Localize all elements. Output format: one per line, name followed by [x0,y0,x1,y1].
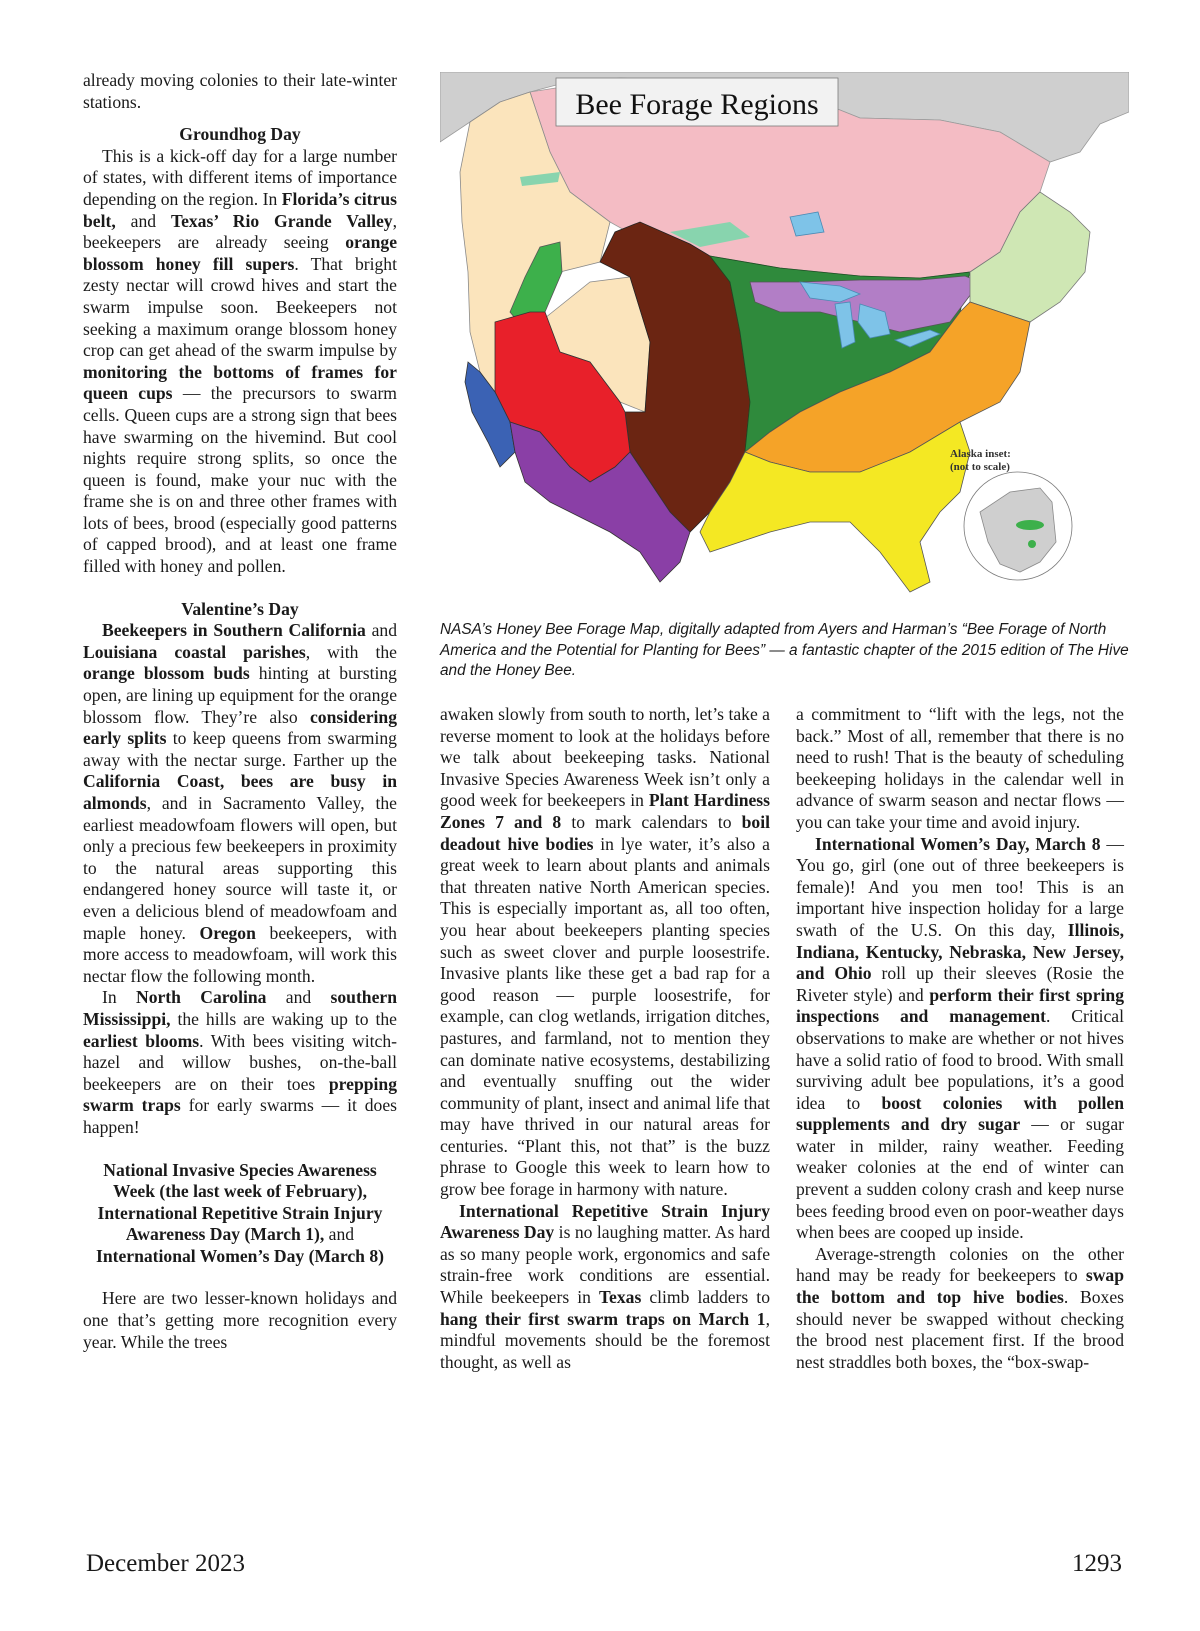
paragraph-groundhog [83,146,397,578]
spacer [83,578,397,599]
text-run: . Critical observations to make are whether or not hives have a solid ratio of food to brood. With small surviving adult bee populations, it’s a good idea to [796,1006,1125,1113]
spacer [83,1139,397,1160]
alaska-forage-region [1028,540,1036,548]
bold-run: Texas’ Rio Grande Valley [170,210,393,231]
text-run: in lye water, it’s also a great week to learn about plants and animals that threaten native North American species. This is especially important as, all too often, you hear about beekeepers planting species such as sweet clover and purple loosestrife. Invasive plants like these get a bad rap for a good reason — purple loosestrife, for example, can clog wetlands, irrigation ditches, pastures, and farmland, not to mention they can dominate native ecosystems, destabilizing and eventually snuffing out the wider community of plant, insect and animal life that may have thrived in our natural areas for centuries. “Plant this, not that” is the buzz phrase to Google this week to learn how to grow bee forage in harmony with nature. [440,833,770,1200]
text-run: , and in Sacramento Valley, the earliest meadowfoam flowers will open, but only a precious few beekeepers in proximity to the natural areas supporting this endangered honey source will taste it, or even a delicious blend of meadowfoam and maple honey. [83,793,397,943]
bold-run: Oregon [199,922,256,943]
text-run: climb ladders to [641,1287,770,1308]
text-run: awaken slowly from south to north, let’s take a reverse moment to look at the holidays before we talk about beekeeping tasks. National Invasive Species Awareness Week isn’t only a good week for beekeepers in [440,704,770,811]
text-run: and [115,210,171,231]
paragraph-commitment: a commitment to “lift with the legs, not the back.” Most of all, remember that there is no need to rush! That is the beauty of scheduling beekeeping holidays in the calendar well in advance of swarm season and nectar flows — you can take your time and avoid injury. [796,704,1124,832]
bold-run: prepping swarm traps [83,1073,397,1116]
text-run: , beekeepers are already seeing [83,210,397,253]
bold-run: North Carolina [136,987,267,1008]
text-run: to mark calendars to [561,811,742,832]
text-run: beekeepers, with more access to meadowfoam, will work this nectar flow the following month. [83,922,397,986]
text-run: National Invasive Species Awareness Week (the last week of February), International Repetitive Strain Injury Awareness Day (March 1), [97,1159,383,1245]
text-run: is no laughing matter. As hard as so many people work, ergonomics and safe strain-free work conditions are essential. While beekeepers in [440,1222,770,1308]
text-run: This is a kick-off day for a large number of states, with different items of importance depending on the region. In [83,145,397,209]
text-run: hinting at bursting open, are lining up equipment for the orange blossom flow. They’re also [83,663,397,727]
bold-run: Louisiana coastal parishes [83,641,306,662]
paragraph-average-strength [796,1244,1124,1374]
text-run: — the precursors to swarm cells. Queen cups are a strong sign that bees have swarming on the hivemind. But cool nights require strong splits, so once the queen is found, make your nuc with the frame she is on and three other frames with lots of bees, brood (especially good patterns of capped brood), and at least one frame filled with honey and pollen. [83,383,397,577]
paragraph-valentine-2 [83,987,397,1138]
heading-groundhog-day: Groundhog Day [179,124,301,145]
heading-invasive-species-week [83,1160,397,1268]
text-run: Average-strength colonies on the other hand may be ready for beekeepers to [796,1243,1124,1286]
paragraph-valentine-1 [83,620,397,987]
footer-date: December 2023 [86,1550,245,1577]
bold-run: California Coast, bees are busy in almonds [83,771,397,813]
spacer [83,113,397,124]
page-number: 1293 [1072,1550,1122,1577]
intro-text: already moving colonies to their late-winter stations. [83,70,397,112]
bold-run: International Women’s Day, March 8 [815,833,1101,854]
bold-run: perform their first spring inspections and management [796,984,1124,1027]
paragraph-here-are: Here are two lesser-known holidays and one that’s getting more recognition every year. While the trees [83,1288,397,1352]
text-run: , mindful movements should be the foremost thought, as well as [440,1308,770,1372]
bee-forage-map [440,72,1129,610]
bold-run: hang their first swarm traps on March 1 [440,1308,766,1329]
paragraph-womens-day [796,834,1124,1244]
text-run: In [102,987,136,1008]
text-run: — or sugar water in milder, rainy weather. Feeding weaker colonies at the end of winter can prevent a sudden colony crash and keep nurse bees feeding brood even on poor-weather days when bees are cooped up inside. [796,1114,1124,1243]
alaska-inset-label: Alaska inset: [950,448,1011,460]
bold-run: orange blossom buds [83,663,250,684]
map-title: Bee Forage Regions [575,88,819,121]
text-run: . That bright zesty nectar will crowd hives and start the swarm impulse soon. Beekeepers not seeking a maximum orange blossom honey crop can get ahead of the swarm impulse by [83,253,397,361]
bold-run: Beekeepers in Southern California [102,620,366,641]
paragraph-awaken [440,704,770,1201]
bold-run: boost colonies with pollen supplements and dry sugar [796,1092,1124,1135]
map-caption: NASA’s Honey Bee Forage Map, digitally adapted from Ayers and Harman’s “Bee Forage of North America and the Potential for Planting for Bees” — a fantastic chapter of the 2015 edition of The Hive and the Honey Bee. [440,621,1129,679]
bold-run: swap the bottom and top hive bodies [796,1265,1124,1308]
bold-run: orange blossom honey fill supers [83,232,397,274]
text-run: and [365,620,397,641]
text-run: . With bees visiting witch-hazel and willow bushes, on-the-ball beekeepers are on their toes [83,1030,397,1094]
bold-run: considering early splits [83,706,397,749]
heading-valentines-day: Valentine’s Day [181,598,299,619]
bold-run: Illinois, Indiana, Kentucky, Nebraska, New Jersey, and Ohio [796,919,1124,984]
bold-run: Plant Hardiness Zones 7 and 8 [440,790,770,832]
text-run: International Women’s Day (March 8) [95,1245,384,1266]
middle-column [440,704,770,1373]
text-run: — You go, girl (one out of three beekeepers is female)! And you men too! This is an important hive inspection holiday for a large swath of the U.S. On this day, [796,833,1124,940]
text-run: to keep queens from swarming away with the nectar surge. Farther up the [83,728,397,770]
right-column [796,704,1124,1373]
alaska-inset-note: (not to scale) [950,461,1010,473]
text-run: for early swarms — it does happen! [83,1095,397,1137]
text-run: roll up their sleeves (Rosie the Riveter style) and [796,963,1124,1005]
text-run: . Boxes should never be swapped without checking the brood nest placement first. If the brood nest straddles both boxes, the “box-swap- [796,1287,1124,1372]
bold-run: earliest blooms [83,1030,200,1051]
paragraph-rsi-day [440,1201,770,1374]
text-run: , with the [305,641,397,662]
left-column [83,70,397,1353]
bold-run: boil deadout hive bodies [440,811,770,854]
text-run: and [266,987,331,1008]
bold-run: monitoring the bottoms of frames for queen cups [83,361,397,404]
spacer [83,1267,397,1288]
bold-run: Florida’s citrus belt, [83,188,397,231]
bold-run: International Repetitive Strain Injury Awareness Day [440,1200,770,1243]
text-run: the hills are waking up to the [170,1008,397,1029]
alaska-forage-region [1016,520,1044,530]
bold-run: Texas [598,1287,642,1308]
text-run: and [324,1224,355,1245]
bold-run: southern Mississippi, [83,987,397,1029]
